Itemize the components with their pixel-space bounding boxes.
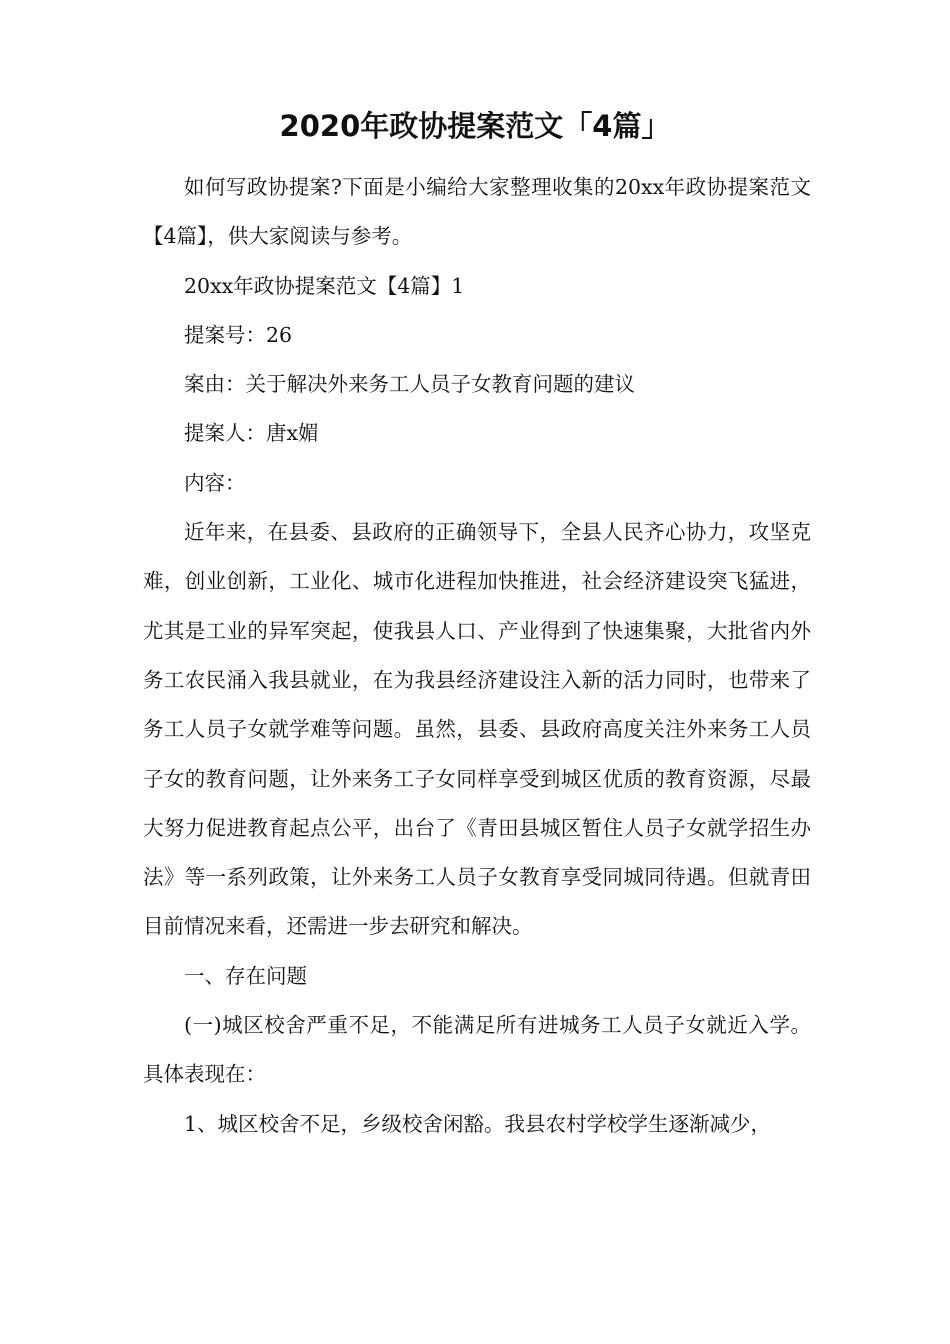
content-paragraph: 近年来，在县委、县政府的正确领导下，全县人民齐心协力，攻坚克难，创业创新，工业化、城市化进程加快推进，社会经济建设突飞猛进，尤其是工业的异军突起，使我县人口、产业得到了快速集聚，大批省内外务工农民涌入我县就业，在为我县经济建设注入新的活力同时，也带来了务工人员子女就学难等问题。虽然，县委、县政府高度关注外来务工人员子女的教育问题，让外来务工子女同样享受到城区优质的教育资源，尽最大努力促进教育起点公平，出台了《青田县城区暂住人员子女就学招生办法》等一系列政策，让外来务工人员子女教育享受同城同待遇。但就青田目前情况来看，还需进一步去研究和解决。 xyxy=(143,520,811,939)
problems-heading: 一、存在问题 xyxy=(184,963,307,988)
proposal-subject: 案由：关于解决外来务工人员子女教育问题的建议 xyxy=(184,372,635,397)
intro-paragraph: 如何写政协提案?下面是小编给大家整理收集的20xx年政协提案范文【4篇】，供大家阅读与参考。 xyxy=(143,175,811,249)
section-heading: 20xx年政协提案范文【4篇】1 xyxy=(184,273,465,298)
problem-one-detail: 1、城区校舍不足，乡级校舍闲豁。我县农村学校学生逐渐减少， xyxy=(184,1111,772,1136)
proposal-number: 提案号：26 xyxy=(184,322,293,347)
document-title: 2020年政协提案范文「4篇」 xyxy=(279,109,671,143)
content-label: 内容： xyxy=(184,470,246,495)
proposer: 提案人：唐x媚 xyxy=(184,421,319,446)
document-body xyxy=(143,163,811,1149)
problem-one: (一)城区校舍严重不足，不能满足所有进城务工人员子女就近入学。具体表现在： xyxy=(143,1013,811,1087)
